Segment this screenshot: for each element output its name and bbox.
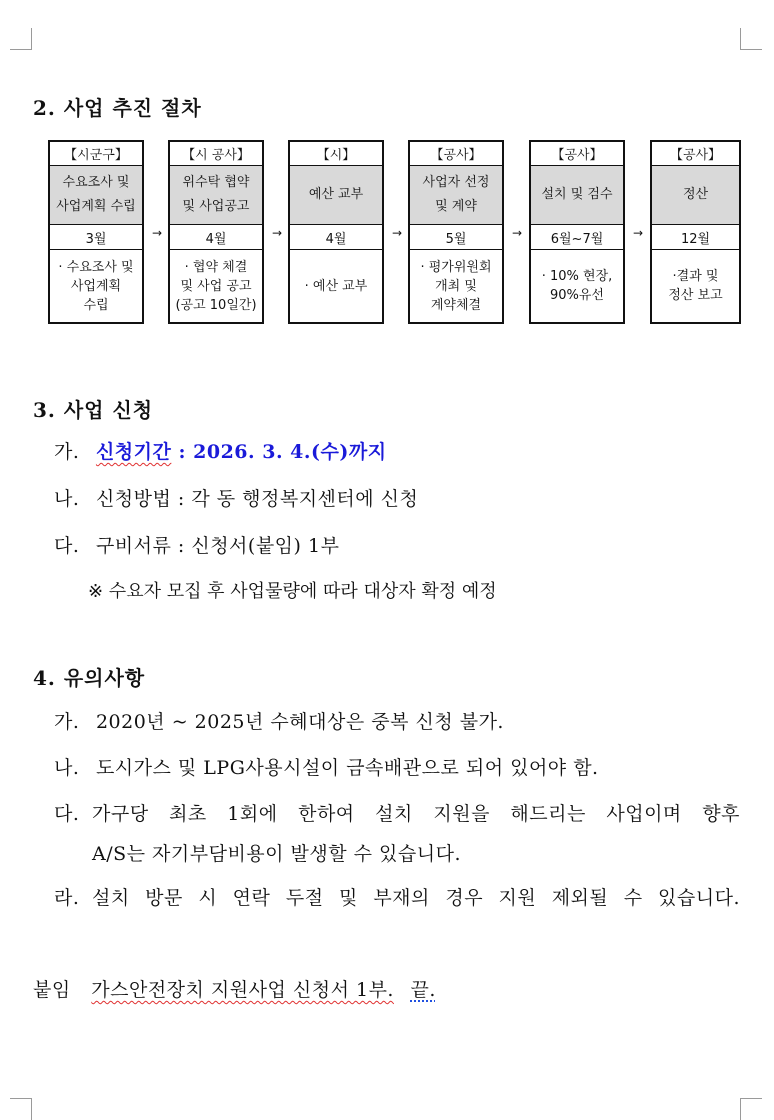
step-detail: [410, 250, 502, 322]
caution-text-4: 설치 방문 시 연락 두절 및 부재의 경우 지원 제외될 수 있습니다.: [92, 887, 740, 909]
step-task-line: 사업자 선정: [422, 175, 490, 190]
page-corner-mark: [740, 28, 762, 50]
step-task: [652, 166, 739, 225]
apply-method-line: [54, 484, 418, 511]
step-month: 4월: [170, 225, 262, 250]
process-step-box: [288, 140, 384, 324]
step-month: 6월~7월: [531, 225, 623, 250]
process-step-box: [650, 140, 741, 324]
step-detail-line: 수립: [83, 297, 109, 313]
apply-period-line: [54, 437, 387, 464]
process-step-box: [48, 140, 144, 324]
list-marker: 다.: [54, 803, 80, 825]
required-docs-line: [54, 531, 339, 558]
step-detail: [652, 250, 739, 322]
list-marker: 나.: [54, 757, 80, 779]
step-task-line: 및 사업공고: [182, 199, 250, 214]
step-month: 3월: [50, 225, 142, 250]
step-detail-line: 및 사업 공고: [180, 278, 252, 294]
step-detail-line: 개최 및: [435, 278, 477, 294]
step-task-line: 예산 교부: [308, 187, 364, 202]
apply-period-label: 신청기간: [95, 441, 172, 463]
list-marker: 다.: [54, 535, 80, 557]
step-month: 4월: [290, 225, 382, 250]
step-task-line: 및 계약: [435, 199, 477, 214]
list-marker: 라.: [54, 887, 80, 909]
caution-text-3: 가구당 최초 1회에 한하여 설치 지원을 해드리는 사업이며 향후: [92, 803, 740, 825]
step-detail-line: · 예산 교부: [304, 278, 368, 294]
step-org: 【공사】: [410, 142, 502, 166]
process-step-box: [529, 140, 625, 324]
required-docs-text: 구비서류 : 신청서(붙임) 1부: [95, 535, 340, 557]
process-step-box: [408, 140, 504, 324]
apply-period-sep: :: [171, 441, 194, 463]
page-corner-mark: [740, 1098, 762, 1120]
step-detail-line: · 평가위원회: [420, 259, 492, 275]
list-marker: 가.: [54, 441, 80, 463]
list-marker: 가.: [54, 711, 80, 733]
step-task: [170, 166, 262, 225]
section-3-title: 3. 사업 신청: [33, 398, 154, 422]
step-detail-line: 90%유선: [549, 288, 604, 303]
step-detail-line: (공고 10일간): [175, 297, 257, 313]
step-task-line: 위수탁 협약: [182, 175, 250, 190]
step-org: 【시군구】: [50, 142, 142, 166]
apply-method-text: 신청방법 : 각 동 행정복지센터에 신청: [95, 488, 419, 510]
step-task-line: 사업계획 수립: [56, 199, 136, 214]
step-month: 5월: [410, 225, 502, 250]
step-org: 【공사】: [531, 142, 623, 166]
caution-text-3-cont: A/S는 자기부담비용이 발생할 수 있습니다.: [92, 843, 462, 865]
attachment-line: [33, 975, 436, 1002]
step-task: [531, 166, 623, 225]
step-detail: [531, 250, 623, 322]
process-step-box: [168, 140, 264, 324]
caution-text-2: 도시가스 및 LPG사용시설이 금속배관으로 되어 있어야 함.: [95, 757, 599, 779]
attachment-end: 끝.: [410, 979, 436, 1001]
step-detail-line: · 10% 현장,: [541, 269, 613, 284]
flow-arrow-icon: →: [633, 226, 644, 240]
caution-item-1: [54, 707, 504, 734]
page-corner-mark: [10, 1098, 32, 1120]
step-task: [50, 166, 142, 225]
step-task-line: 수요조사 및: [62, 175, 130, 190]
apply-period-value: 2026. 3. 4.(수)까지: [193, 441, 387, 463]
step-task-line: 정산: [682, 187, 709, 202]
attachment-label: 붙임: [33, 979, 71, 1001]
selection-note: ※ 수요자 모집 후 사업물량에 따라 대상자 확정 예정: [88, 581, 497, 602]
step-detail-line: ·결과 및: [672, 269, 719, 284]
step-detail-line: · 협약 체결: [184, 259, 248, 275]
step-task-line: 설치 및 검수: [541, 187, 613, 202]
section-2-title: 2. 사업 추진 절차: [33, 96, 202, 120]
section-4-title: 4. 유의사항: [33, 666, 146, 690]
step-detail: [170, 250, 262, 322]
step-detail: [50, 250, 142, 322]
step-detail: [290, 250, 382, 322]
step-month: 12월: [652, 225, 739, 250]
caution-text-1: 2020년 ~ 2025년 수혜대상은 중복 신청 불가.: [95, 711, 504, 733]
attachment-text: 가스안전장치 지원사업 신청서 1부.: [91, 979, 394, 1001]
flow-arrow-icon: →: [512, 226, 523, 240]
step-detail-line: 사업계획: [70, 278, 122, 294]
flow-arrow-icon: →: [272, 226, 283, 240]
page-corner-mark: [10, 28, 32, 50]
list-marker: 나.: [54, 488, 80, 510]
step-org: 【시 공사】: [170, 142, 262, 166]
step-task: [410, 166, 502, 225]
step-org: 【시】: [290, 142, 382, 166]
flow-arrow-icon: →: [152, 226, 163, 240]
step-detail-line: · 수요조사 및: [58, 259, 134, 275]
flow-arrow-icon: →: [392, 226, 403, 240]
caution-item-2: [54, 753, 599, 780]
step-detail-line: 계약체결: [430, 297, 482, 313]
step-task: [290, 166, 382, 225]
step-org: 【공사】: [652, 142, 739, 166]
step-detail-line: 정산 보고: [668, 288, 723, 303]
